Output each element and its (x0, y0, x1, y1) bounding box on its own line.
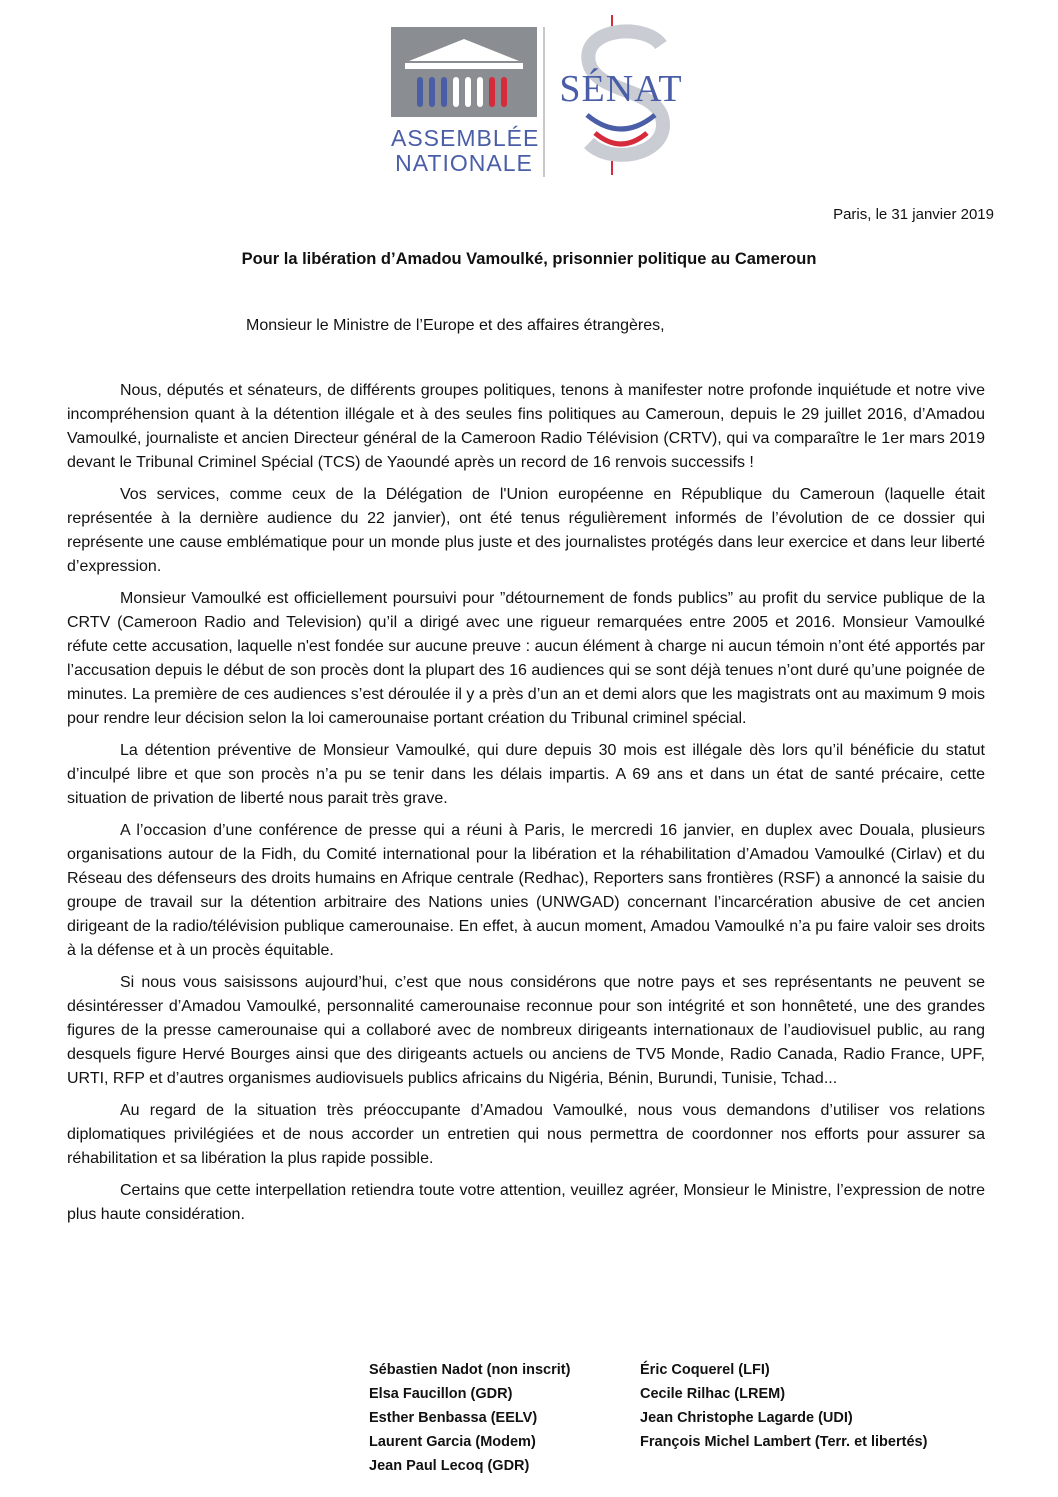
signatory: Éric Coquerel (LFI) (640, 1362, 770, 1378)
signatory: Jean Christophe Lagarde (UDI) (640, 1410, 853, 1426)
header-logos (391, 15, 691, 175)
signature-list (369, 1358, 1009, 1478)
signatory: Elsa Faucillon (GDR) (369, 1386, 513, 1402)
paragraph: Nous, députés et sénateurs, de différents groupes politiques, tenons à manifester notre profonde inquiétude et notre vive incompréhension quant à la détention illégale et à des seules fins politiques au Cameroun, depuis le 29 juillet 2016, d’Amadou Vamoulké, journaliste et ancien Directeur général de la Cameroon Radio Télévision (CRTV), qui va comparaître le 1er mars 2019 devant le Tribunal Criminel Spécial (TCS) de Yaoundé après un record de 16 renvois successifs ! (67, 382, 985, 471)
paragraph: A l’occasion d’une conférence de presse qui a réuni à Paris, le mercredi 16 janvier, en duplex avec Douala, plusieurs organisations autour de la Fidh, du Comité international pour la libération et la réhabilitation d’Amadou Vamoulké (Cirlav) et du Réseau des défenseurs des droits humains en Afrique centrale (Redhac), Reporters sans frontières (RSF) a annoncé la saisie du groupe de travail sur la détention arbitraire des Nations unies (UNWGAD) concernant l’incarcération abusive de cet ancien dirigeant de la radio/télévision publique camerounaise. En effet, à aucun moment, Amadou Vamoulké n’a pu faire valoir ses droits à la défense et à un procès équitable. (67, 822, 985, 959)
signatory: Esther Benbassa (EELV) (369, 1410, 538, 1426)
paragraph: Au regard de la situation très préoccupante d’Amadou Vamoulké, nous vous demandons d’utiliser vos relations diplomatiques privilégiées et de nous accorder un entretien qui nous permettra de coordonner nos efforts pour assurer sa réhabilitation et sa libération la plus rapide possible. (67, 1102, 985, 1167)
assemblee-nationale-logo (391, 27, 540, 177)
signature-row (369, 1430, 1009, 1454)
signature-row (369, 1406, 1009, 1430)
signatory: Sébastien Nadot (non inscrit) (369, 1362, 571, 1378)
senat-logo (551, 15, 691, 175)
signature-row (369, 1358, 1009, 1382)
letter-greeting: Monsieur le Ministre de l’Europe et des affaires étrangères, (246, 317, 665, 334)
paragraph: La détention préventive de Monsieur Vamoulké, qui dure depuis 30 mois est illégale dès lors qu’il bénéficie du statut d’inculpé libre et que son procès n’a pu se tenir dans les délais impartis. A 69 ans et dans un état de santé précaire, cette situation de privation de liberté nous parait très grave. (67, 742, 985, 807)
paragraph: Monsieur Vamoulké est officiellement poursuivi pour ”détournement de fonds publics” au profit du service publique de la CRTV (Cameroon Radio and Television) qu’il a dirigé avec une rigueur remarquées entre 2005 et 2016. Monsieur Vamoulké réfute cette accusation, laquelle n'est fondée sur aucune preuve : aucun élément à charge ni aucun témoin n’ont été apportés par l’accusation depuis le début de son procès dont la plupart des 16 audiences qui se sont déjà tenues n’ont duré qu’une poignée de minutes. La première de ces audiences s’est déroulée il y a près d’un an et demi alors que les magistrats ont au maximum 9 mois pour rendre leur décision selon la loi camerounaise portant création du Tribunal criminel spécial. (67, 590, 985, 727)
signatory: Cecile Rilhac (LREM) (640, 1386, 786, 1402)
letter-title: Pour la libération d’Amadou Vamoulké, prisonnier politique au Cameroun (241, 250, 817, 268)
paragraph: Vos services, comme ceux de la Délégation de l'Union européenne en République du Cameroun (laquelle était représentée à la dernière audience du 22 janvier), ont été tenus régulièrement informés de l’évolution de ce dossier qui représente une cause emblématique pour un monde plus juste et des journalistes protégés dans leur exercice et dans leur liberté d’expression. (67, 486, 985, 575)
logo-divider (543, 27, 545, 177)
assemblee-building-icon (391, 27, 537, 117)
signatory: Jean Paul Lecoq (GDR) (369, 1458, 530, 1474)
signatory: François Michel Lambert (Terr. et libertés) (640, 1434, 928, 1450)
signatory: Laurent Garcia (Modem) (369, 1434, 536, 1450)
senat-wordmark: SÉNAT (559, 68, 683, 110)
assemblee-line1: ASSEMBLÉE (391, 125, 540, 151)
letter-body (67, 379, 985, 1235)
paragraph: Certains que cette interpellation retiendra toute votre attention, veuillez agréer, Monsieur le Ministre, l’expression de notre plus haute considération. (67, 1182, 985, 1223)
letter-date: Paris, le 31 janvier 2019 (833, 206, 994, 223)
signature-row (369, 1382, 1009, 1406)
assemblee-line2: NATIONALE (395, 150, 533, 176)
signature-row (369, 1454, 1009, 1478)
paragraph: Si nous vous saisissons aujourd’hui, c’est que nous considérons que notre pays et ses représentants ne peuvent se désintéresser d’Amadou Vamoulké, personnalité camerounaise reconnue pour son intégrité et son honnêteté, une des grandes figures de la presse camerounaise qui a collaboré avec de nombreux dirigeants internationaux de l’audiovisuel public, au rang desquels figure Hervé Bourges ainsi que des dirigeants actuels ou anciens de TV5 Monde, Radio Canada, Radio France, UPF, URTI, RFP et d’autres organismes audiovisuels publics africains du Nigéria, Bénin, Burundi, Tunisie, Tchad... (67, 974, 985, 1087)
